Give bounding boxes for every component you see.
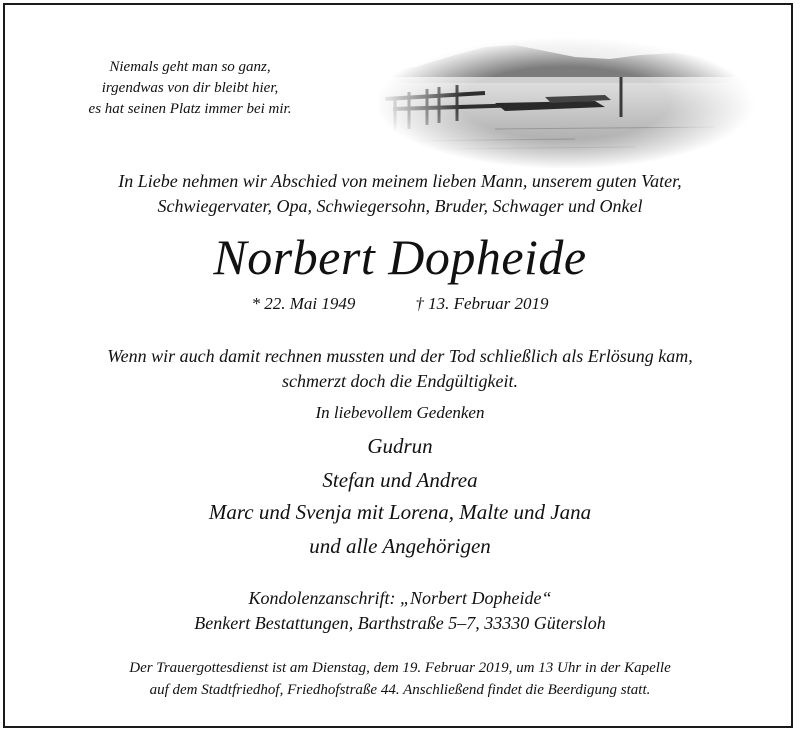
intro-line: Schwiegervater, Opa, Schwiegersohn, Bruder, Schwager und Onkel (157, 196, 643, 216)
poem (45, 57, 335, 120)
intro-line: In Liebe nehmen wir Abschied von meinem lieben Mann, unserem guten Vater, (118, 171, 682, 191)
poem-line: Niemals geht man so ganz, (109, 59, 271, 75)
memory-heading: In liebevollem Gedenken (315, 403, 485, 422)
condolence-line: Kondolenzanschrift: „Norbert Dopheide“ (248, 588, 552, 608)
service-line: auf dem Stadtfriedhof, Friedhofstraße 44. Anschließend findet die Beerdigung statt. (149, 682, 651, 698)
service-line: Der Trauergottesdienst ist am Dienstag, dem 19. Februar 2019, um 13 Uhr in der Kapelle (129, 660, 671, 676)
condolence-line: Benkert Bestattungen, Barthstraße 5–7, 33330 Gütersloh (194, 613, 606, 633)
death-date: † 13. Februar 2019 (415, 294, 549, 313)
deceased-name: Norbert Dopheide (213, 229, 587, 285)
mourner-name: Marc und Svenja mit Lorena, Malte und Jana (208, 500, 592, 524)
obituary-frame (3, 3, 793, 728)
funeral-service-info (5, 657, 793, 701)
condolence-address (5, 586, 793, 636)
mourner-name: Gudrun (367, 434, 433, 458)
farewell-intro (5, 169, 793, 219)
quote-line: schmerzt doch die Endgültigkeit. (282, 371, 518, 391)
birth-date: * 22. Mai 1949 (251, 294, 356, 313)
poem-line: irgendwas von dir bleibt hier, (101, 80, 279, 96)
mourner-name: Stefan und Andrea (322, 468, 478, 492)
poem-line: es hat seinen Platz immer bei mir. (88, 101, 292, 117)
mourner-name: und alle Angehörigen (309, 534, 491, 558)
quote-line: Wenn wir auch damit rechnen mussten und der Tod schließlich als Erlösung kam, (107, 346, 693, 366)
quote (5, 344, 793, 394)
lake-jetty-photo (375, 37, 755, 169)
life-dates (5, 293, 793, 315)
